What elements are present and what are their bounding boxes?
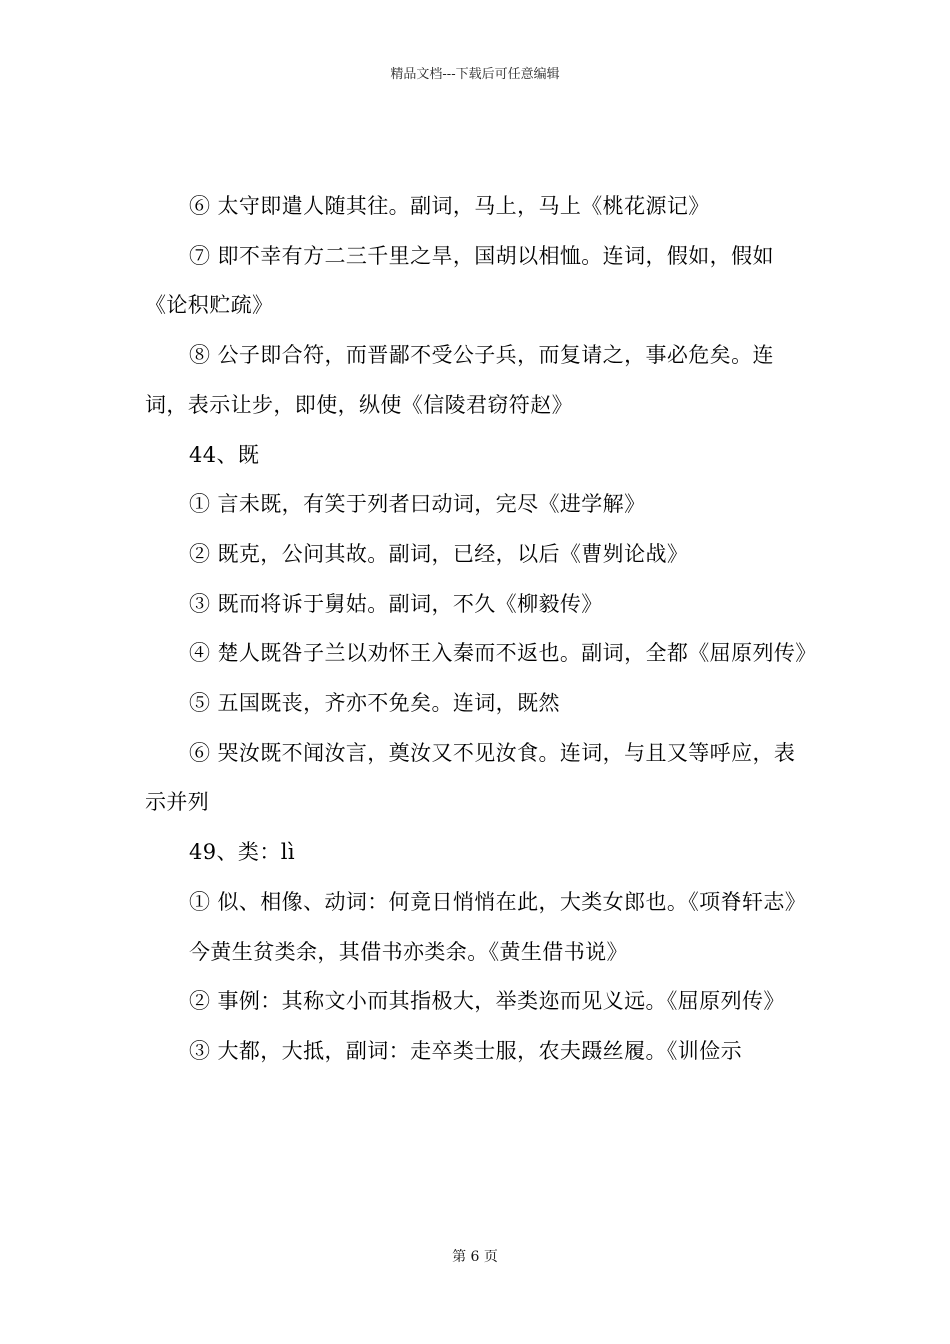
paragraph: ⑥ 太守即遣人随其往。副词，马上，马上《桃花源记》 bbox=[189, 194, 710, 218]
section-heading: 44、既 bbox=[189, 442, 260, 467]
paragraph: ③ 既而将诉于舅姑。副词，不久《柳毅传》 bbox=[189, 591, 603, 616]
paragraph: ⑦ 即不幸有方二三千里之旱，国胡以相恤。连词，假如，假如《论积贮疏》 bbox=[145, 243, 774, 318]
page-number: 第 6 页 bbox=[452, 1249, 498, 1265]
paragraph: ⑧ 公子即合符，而晋鄙不受公子兵，而复请之，事必危矣。连词，表示让步，即使，纵使《信陵君窃符赵》 bbox=[145, 343, 774, 417]
page-header: 精品文档---下载后可任意编辑 bbox=[390, 67, 560, 82]
paragraph: ② 既克，公问其故。副词，已经，以后《曹刿论战》 bbox=[189, 541, 689, 566]
paragraph: 今黄生贫类余，其借书亦类余。《黄生借书说》 bbox=[189, 939, 628, 964]
section-heading: 49、类：lì bbox=[189, 840, 295, 865]
paragraph: ⑤ 五国既丧，齐亦不免矣。连词，既然 bbox=[189, 691, 560, 716]
paragraph: ① 似、相像、动词：何竟日悄悄在此，大类女郎也。《项脊轩志》 bbox=[189, 889, 807, 914]
paragraph: ① 言未既，有笑于列者曰动词，完尽《进学解》 bbox=[189, 492, 646, 517]
paragraph: ⑥ 哭汝既不闻汝言，奠汝又不见汝食。连词，与且又等呼应，表示并列 bbox=[145, 740, 796, 815]
paragraph: ② 事例：其称文小而其指极大，举类迩而见义远。《屈原列传》 bbox=[189, 989, 785, 1014]
document-body bbox=[145, 182, 817, 1077]
paragraph: ③ 大都，大抵，副词：走卒类士服，农夫蹑丝履。《训俭示 bbox=[189, 1038, 742, 1063]
paragraph: ④ 楚人既咎子兰以劝怀王入秦而不返也。副词，全都《屈原列传》 bbox=[189, 641, 817, 666]
